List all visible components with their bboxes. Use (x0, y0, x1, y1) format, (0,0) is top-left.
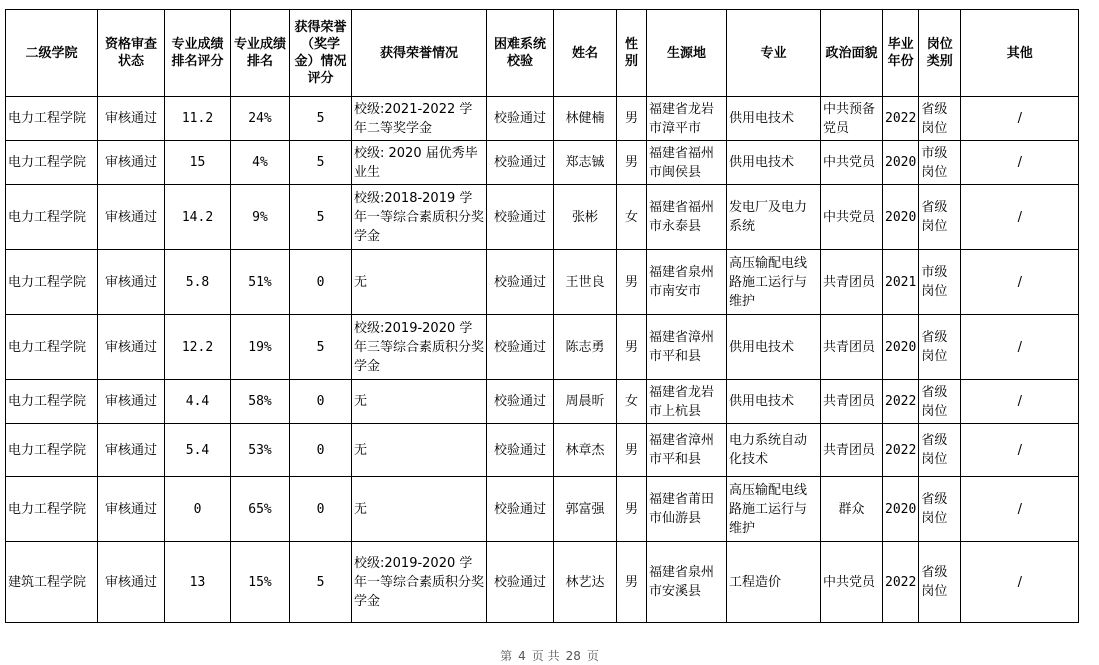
cell-rank-score: 5.4 (165, 424, 231, 477)
cell-review-status: 审核通过 (98, 315, 165, 380)
cell-hardship-check: 校验通过 (487, 250, 554, 315)
cell-political-status: 中共党员 (821, 542, 883, 623)
cell-name: 郑志铖 (554, 141, 617, 185)
cell-gender: 男 (617, 141, 647, 185)
cell-other: / (961, 250, 1079, 315)
cell-hardship-check: 校验通过 (487, 97, 554, 141)
table-row (6, 141, 1079, 185)
cell-gender: 男 (617, 97, 647, 141)
cell-honor-score: 5 (290, 141, 352, 185)
cell-post-type: 省级岗位 (919, 380, 961, 424)
table-row (6, 477, 1079, 542)
cell-rank: 9% (231, 185, 290, 250)
cell-hardship-check: 校验通过 (487, 380, 554, 424)
header-honor-detail: 获得荣誉情况 (352, 10, 487, 97)
cell-college: 电力工程学院 (6, 315, 98, 380)
cell-name: 林健楠 (554, 97, 617, 141)
cell-gender: 男 (617, 477, 647, 542)
cell-college: 电力工程学院 (6, 424, 98, 477)
cell-other: / (961, 542, 1079, 623)
cell-origin: 福建省福州市永泰县 (647, 185, 727, 250)
cell-origin: 福建省泉州市安溪县 (647, 542, 727, 623)
cell-post-type: 市级岗位 (919, 250, 961, 315)
cell-post-type: 省级岗位 (919, 185, 961, 250)
table-row (6, 315, 1079, 380)
cell-major: 工程造价 (727, 542, 821, 623)
table-row (6, 424, 1079, 477)
cell-honor-score: 5 (290, 185, 352, 250)
cell-rank: 51% (231, 250, 290, 315)
table-row (6, 97, 1079, 141)
table-row (6, 185, 1079, 250)
cell-honor-score: 0 (290, 477, 352, 542)
cell-review-status: 审核通过 (98, 380, 165, 424)
cell-grad-year: 2020 (883, 315, 919, 380)
cell-name: 张彬 (554, 185, 617, 250)
cell-college: 电力工程学院 (6, 380, 98, 424)
cell-honor-score: 5 (290, 97, 352, 141)
cell-rank: 19% (231, 315, 290, 380)
cell-rank: 53% (231, 424, 290, 477)
cell-other: / (961, 185, 1079, 250)
cell-major: 供用电技术 (727, 315, 821, 380)
cell-honor-detail: 校级:2021-2022 学年二等奖学金 (352, 97, 487, 141)
cell-post-type: 省级岗位 (919, 477, 961, 542)
cell-political-status: 共青团员 (821, 380, 883, 424)
cell-rank-score: 4.4 (165, 380, 231, 424)
cell-rank: 4% (231, 141, 290, 185)
cell-rank-score: 11.2 (165, 97, 231, 141)
header-row (6, 10, 1079, 97)
header-name: 姓名 (554, 10, 617, 97)
cell-gender: 男 (617, 315, 647, 380)
table-row (6, 542, 1079, 623)
cell-honor-detail: 校级:2018-2019 学年一等综合素质积分奖学金 (352, 185, 487, 250)
cell-post-type: 省级岗位 (919, 97, 961, 141)
cell-grad-year: 2022 (883, 542, 919, 623)
cell-other: / (961, 315, 1079, 380)
cell-review-status: 审核通过 (98, 542, 165, 623)
cell-hardship-check: 校验通过 (487, 315, 554, 380)
page-total: 28 (565, 649, 581, 663)
cell-political-status: 共青团员 (821, 250, 883, 315)
cell-rank: 58% (231, 380, 290, 424)
cell-honor-detail: 校级:2019-2020 学年三等综合素质积分奖学金 (352, 315, 487, 380)
cell-grad-year: 2022 (883, 97, 919, 141)
cell-major: 高压输配电线路施工运行与维护 (727, 477, 821, 542)
cell-gender: 男 (617, 250, 647, 315)
cell-hardship-check: 校验通过 (487, 141, 554, 185)
cell-rank: 24% (231, 97, 290, 141)
header-review-status: 资格审查状态 (98, 10, 165, 97)
cell-name: 林艺达 (554, 542, 617, 623)
header-other: 其他 (961, 10, 1079, 97)
cell-major: 供用电技术 (727, 380, 821, 424)
cell-college: 电力工程学院 (6, 250, 98, 315)
cell-origin: 福建省漳州市平和县 (647, 424, 727, 477)
header-gender: 性别 (617, 10, 647, 97)
cell-political-status: 共青团员 (821, 424, 883, 477)
cell-name: 周晨昕 (554, 380, 617, 424)
data-table (5, 9, 1079, 623)
cell-post-type: 省级岗位 (919, 542, 961, 623)
cell-political-status: 共青团员 (821, 315, 883, 380)
cell-post-type: 省级岗位 (919, 424, 961, 477)
cell-major: 供用电技术 (727, 141, 821, 185)
cell-review-status: 审核通过 (98, 424, 165, 477)
cell-hardship-check: 校验通过 (487, 542, 554, 623)
footer-suffix: 页 (586, 649, 599, 663)
cell-political-status: 中共党员 (821, 141, 883, 185)
cell-honor-detail: 校级:2019-2020 学年一等综合素质积分奖学金 (352, 542, 487, 623)
cell-origin: 福建省龙岩市上杭县 (647, 380, 727, 424)
header-honor-score: 获得荣誉（奖学金）情况评分 (290, 10, 352, 97)
cell-honor-detail: 无 (352, 477, 487, 542)
cell-rank-score: 5.8 (165, 250, 231, 315)
cell-grad-year: 2020 (883, 477, 919, 542)
cell-grad-year: 2020 (883, 185, 919, 250)
cell-review-status: 审核通过 (98, 141, 165, 185)
header-origin: 生源地 (647, 10, 727, 97)
cell-rank: 65% (231, 477, 290, 542)
cell-political-status: 中共预备党员 (821, 97, 883, 141)
cell-review-status: 审核通过 (98, 250, 165, 315)
cell-grad-year: 2021 (883, 250, 919, 315)
header-grad-year: 毕业年份 (883, 10, 919, 97)
cell-honor-score: 5 (290, 542, 352, 623)
cell-honor-detail: 校级: 2020 届优秀毕业生 (352, 141, 487, 185)
cell-other: / (961, 424, 1079, 477)
cell-gender: 女 (617, 185, 647, 250)
cell-origin: 福建省漳州市平和县 (647, 315, 727, 380)
cell-honor-detail: 无 (352, 250, 487, 315)
cell-gender: 男 (617, 542, 647, 623)
header-rank-score: 专业成绩排名评分 (165, 10, 231, 97)
cell-honor-score: 0 (290, 424, 352, 477)
page-footer (0, 647, 1099, 664)
cell-grad-year: 2020 (883, 141, 919, 185)
cell-name: 王世良 (554, 250, 617, 315)
cell-rank-score: 13 (165, 542, 231, 623)
footer-mid: 页 共 (531, 649, 560, 663)
cell-post-type: 市级岗位 (919, 141, 961, 185)
cell-honor-score: 5 (290, 315, 352, 380)
cell-post-type: 省级岗位 (919, 315, 961, 380)
cell-other: / (961, 477, 1079, 542)
cell-name: 陈志勇 (554, 315, 617, 380)
cell-major: 发电厂及电力系统 (727, 185, 821, 250)
cell-gender: 男 (617, 424, 647, 477)
cell-origin: 福建省龙岩市漳平市 (647, 97, 727, 141)
cell-honor-detail: 无 (352, 424, 487, 477)
cell-hardship-check: 校验通过 (487, 477, 554, 542)
cell-major: 电力系统自动化技术 (727, 424, 821, 477)
cell-rank-score: 15 (165, 141, 231, 185)
cell-grad-year: 2022 (883, 380, 919, 424)
header-rank: 专业成绩排名 (231, 10, 290, 97)
cell-gender: 女 (617, 380, 647, 424)
cell-origin: 福建省泉州市南安市 (647, 250, 727, 315)
table-row (6, 250, 1079, 315)
cell-college: 电力工程学院 (6, 97, 98, 141)
header-college: 二级学院 (6, 10, 98, 97)
cell-major: 高压输配电线路施工运行与维护 (727, 250, 821, 315)
header-political-status: 政治面貌 (821, 10, 883, 97)
cell-review-status: 审核通过 (98, 97, 165, 141)
cell-hardship-check: 校验通过 (487, 424, 554, 477)
cell-honor-score: 0 (290, 250, 352, 315)
cell-rank: 15% (231, 542, 290, 623)
cell-review-status: 审核通过 (98, 185, 165, 250)
header-post-type: 岗位类别 (919, 10, 961, 97)
cell-college: 电力工程学院 (6, 477, 98, 542)
cell-rank-score: 12.2 (165, 315, 231, 380)
cell-honor-score: 0 (290, 380, 352, 424)
cell-origin: 福建省福州市闽侯县 (647, 141, 727, 185)
cell-name: 郭富强 (554, 477, 617, 542)
cell-other: / (961, 141, 1079, 185)
header-major: 专业 (727, 10, 821, 97)
header-hardship-check: 困难系统校验 (487, 10, 554, 97)
cell-other: / (961, 97, 1079, 141)
cell-hardship-check: 校验通过 (487, 185, 554, 250)
footer-prefix: 第 (500, 649, 513, 663)
cell-grad-year: 2022 (883, 424, 919, 477)
cell-college: 电力工程学院 (6, 141, 98, 185)
cell-college: 建筑工程学院 (6, 542, 98, 623)
cell-political-status: 群众 (821, 477, 883, 542)
cell-origin: 福建省莆田市仙游县 (647, 477, 727, 542)
table-row (6, 380, 1079, 424)
cell-review-status: 审核通过 (98, 477, 165, 542)
cell-name: 林章杰 (554, 424, 617, 477)
cell-college: 电力工程学院 (6, 185, 98, 250)
cell-political-status: 中共党员 (821, 185, 883, 250)
cell-other: / (961, 380, 1079, 424)
cell-major: 供用电技术 (727, 97, 821, 141)
page-number: 4 (518, 649, 526, 663)
cell-rank-score: 0 (165, 477, 231, 542)
cell-rank-score: 14.2 (165, 185, 231, 250)
cell-honor-detail: 无 (352, 380, 487, 424)
